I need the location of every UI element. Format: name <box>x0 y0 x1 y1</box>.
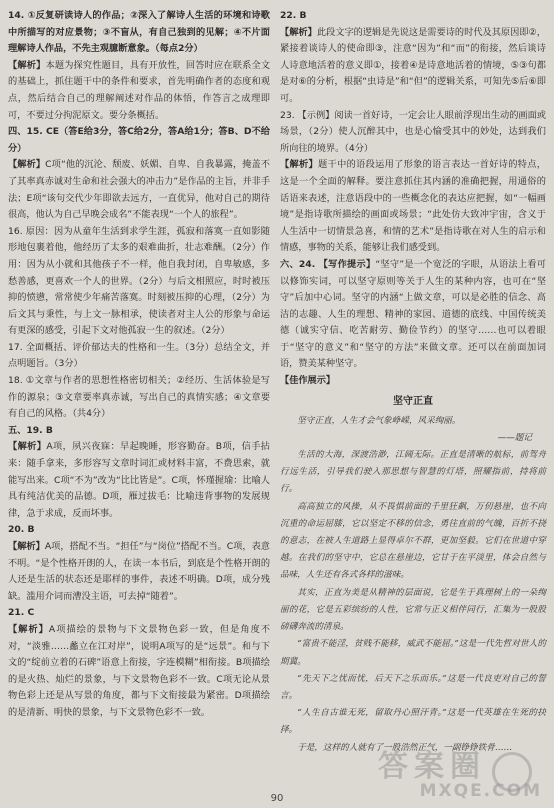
q21-answer: 21. C <box>8 607 35 619</box>
q20-answer: 20. B <box>8 524 35 536</box>
essay-paragraph: “先天下之忧而忧，后天下之乐而乐。”这是一代良吏对自己的誓言。 <box>280 673 546 701</box>
q19-analysis: 【解析】A项，夙兴夜寐：早起晚睡，形容勤奋。B项，信手拈来：随手拿来，多形容写文章时词汇或材料丰富，不费思索，就能写出来。C项“不为”改为“比比皆是”。C项，怀瑾握瑜：比喻人具有纯洁优美的品德。D项，雁过拔毛：比喻违背事物的发展规律，急于求成，反而坏事。 <box>8 441 270 519</box>
essay-paragraph: “富贵不能淫，贫贱不能移，威武不能屈。”这是一代先哲对世人的期冀。 <box>280 639 546 667</box>
essay-paragraph: 于是，这样的人就有了一股浩然正气，一副铮铮铁骨…… <box>297 742 513 753</box>
q23-analysis: 【解析】题干中的语段运用了形象的语言表达一首好诗的特点，这是一个全面的解释。要注意抓住其内涵的准确把握，用通俗的话语来表述，注意语段中的一些概念化的表达应把握，如“一幅画境”是指诗歌所描绘的画面或场景；“此处仿大致冲宇宙，含义于人生活中一切情景急喜，和情的艺术”是指诗歌在对人生的启示和情感，事物的关系，能够让我们感受到。 <box>280 159 546 254</box>
q14-answer: 14. ①反复研读诗人的作品；②深入了解诗人生活的环境和诗歌中所描写的对应景物；③不盲从，有自己独到的见解；④不片面理解诗人作品，不先主观臆断意象。（每点2分） <box>8 10 270 55</box>
essay-paragraph: 生活的大海，深渡浩渺，江阔无际。正直是清晰的航标，前驾舟行远生活，引导我们驶入那思想与智慧的灯塔，照耀指前，持将前行。 <box>280 450 546 495</box>
essay-epigraph: 坚守正直，人生才会气象峥嵘，风采绚丽。 <box>297 415 461 426</box>
q20-analysis: 【解析】A项，搭配不当。“担任”与“岗位”搭配不当。C项，表意不明。“是个性格开朗的人，在读一本书后，到底是个性格开朗的人还是生活的状态还是耶样的事件，表述不明确。D项，成分残缺。滥用介词而漕没主语，可去掉“随着”。 <box>8 541 271 602</box>
example-essay <box>280 413 546 757</box>
right-column <box>280 8 546 757</box>
essay-paragraph: “人生自古谁无死，留取丹心照汗青。”这是一代英雄在生死的抉择。 <box>280 708 546 736</box>
essay-epigraph-source: ——题记 <box>497 432 532 443</box>
q17-answer: 17. 全面概括、评价郁达夫的性格和一生。（3分）总结全文，并点明题旨。（3分） <box>8 341 270 370</box>
q22-answer: 22. B <box>280 10 307 21</box>
q15-analysis: 【解析】C项“他的沉沦、颓废、妖媚、自卑、自我暴露，掩盖不了其率真赤诚对生命和社会强大的冲击力”是作品的主旨，并非手法；E项“该句交代少年即欲去远方，一直优异，他对自己的期待很高，他认为自己早晚会成名”不能表现“一个人的旅程”。 <box>8 159 271 221</box>
q23-answer: 23. 【示例】阅读一首好诗，一定会让人眼前浮现出生动的画面或场景，（2分）使人沉醉其中，也是心愉受其中的妙处，达到我们所向往的境界。（4分） <box>280 109 546 154</box>
section-5-q19: 五、19. B <box>8 424 53 436</box>
q22-analysis: 【解析】此段文字的逻辑是先说这是需要诗的时代及其原因即②，紧接着谈诗人的使命即③，注意“因为”和“而”的衔接，然后谈诗人诗意地活着的意义即①，接着④是诗意地活着的情境，⑤③句都是对⑥的分析，根据“虫诗是”和“但”的逻辑关系，可知先⑤后⑥即可。 <box>280 26 546 104</box>
watermark-logo-text: 答案圈 <box>378 749 486 784</box>
section-4-q15: 四、15. CE（答E给3分，答C给2分，答A给1分；答B、D不给分） <box>8 126 270 154</box>
watermark-url: MXQE.COM <box>419 781 542 801</box>
q24-writing-tip: 六、24. 【写作提示】“坚守”是一个宽泛的字眼，从语法上看可以修饰实词，可以坚守原则等关于人生的某种内容，也可在“坚守”后加中心词。坚守的内涵“上做文章，可以是必胜的信念、高洁的志趣、人生的理想、精神的家园、道德的底线、中国传统美德（诚实守信、吃苦耐劳、勤俭节约）的坚守……也可以着眼于“坚守的意义”和“坚守的方法”来做文章。还可以在前面加词语，赞美某种坚守。 <box>280 258 546 370</box>
page-number: 90 <box>270 793 284 804</box>
q18-answer: 18. ①文章与作者的思想性格密切相关；②经历、生活体验是写作的源泉；③文章要率真赤诚，写出自己的真情实感；④文章要有自己的风格。（共4分） <box>8 375 270 420</box>
q16-answer: 16. 原因：因为从童年生活到求学生涯，孤寂和落寞一直如影随形地包裹着他，他经历了太多的艰难曲折，壮志难酬。（2分）作用：因为从小就和其他孩子不一样，他自我封闭，自卑敏感，多愁善感，更喜欢一个人的世界。（2分）与后文相照应，时时被压抑的愤懑，常常使少年痛苦落寞。时刻被压抑的心理，（2分）为后文其与秉性，与上文一脉相承，使读者对主人公的形象与命运有更深的感受，引起下文对他孤寂一生的叙述。（2分） <box>8 225 270 337</box>
q21-analysis: 【解析】A项描绘的景物与下文景物色彩一致，但是角度不对，“淡雅……蠡立在江对岸”，说明A项写的是“远景”。和与下文的“绽前立着的石碑”语意上衔接，字连模糊”相衔接。B项描绘的是火热、灿烂的景象，与下文景物色彩不一致。C项无论从景物色彩上还是从写景的角度，都与下文衔接最为紧密。D项描绘的是清新、明快的景象，与下文景物色彩不一致。 <box>8 623 270 718</box>
q14-analysis: 【解析】本题为探究性题目，具有开放性，回答时应在联系全文的基础上，抓住题干中的条件和要求，首先明确作者的态度和观点，然后结合自己的理解阐述对作品的体悟，作答言之成理即可，不要过分拘泥原文。要分条概括。 <box>8 59 271 121</box>
example-essay-heading: 【佳作展示】 <box>280 375 336 387</box>
seal-icon <box>492 752 532 792</box>
essay-paragraph: 其实，正直为美是从精神的层面说，它是生于真理树上的一朵绚丽的花，它是五彩缤纷的人性，它常与正义相伴同行，汇集为一股股磅礴奔流的清泉。 <box>280 587 546 633</box>
essay-paragraph: 高高独立的风操，从不畏惧前面的千里狂飙，万仞悬崖，也不向沉重的命运屈膝，它以坚定不移的信念，勇往直前的气魄，百折不挠的意志，在被人生道路上显得卓尔不群，更加坚毅。它们在世道中穿越。在我们的坚守中，它总在悬崖边，它甘于在平淡里，体会自然与品味，人生还有各式各样的滋味。 <box>280 501 546 581</box>
left-column <box>8 8 270 722</box>
essay-title: 坚守正直 <box>393 395 433 407</box>
